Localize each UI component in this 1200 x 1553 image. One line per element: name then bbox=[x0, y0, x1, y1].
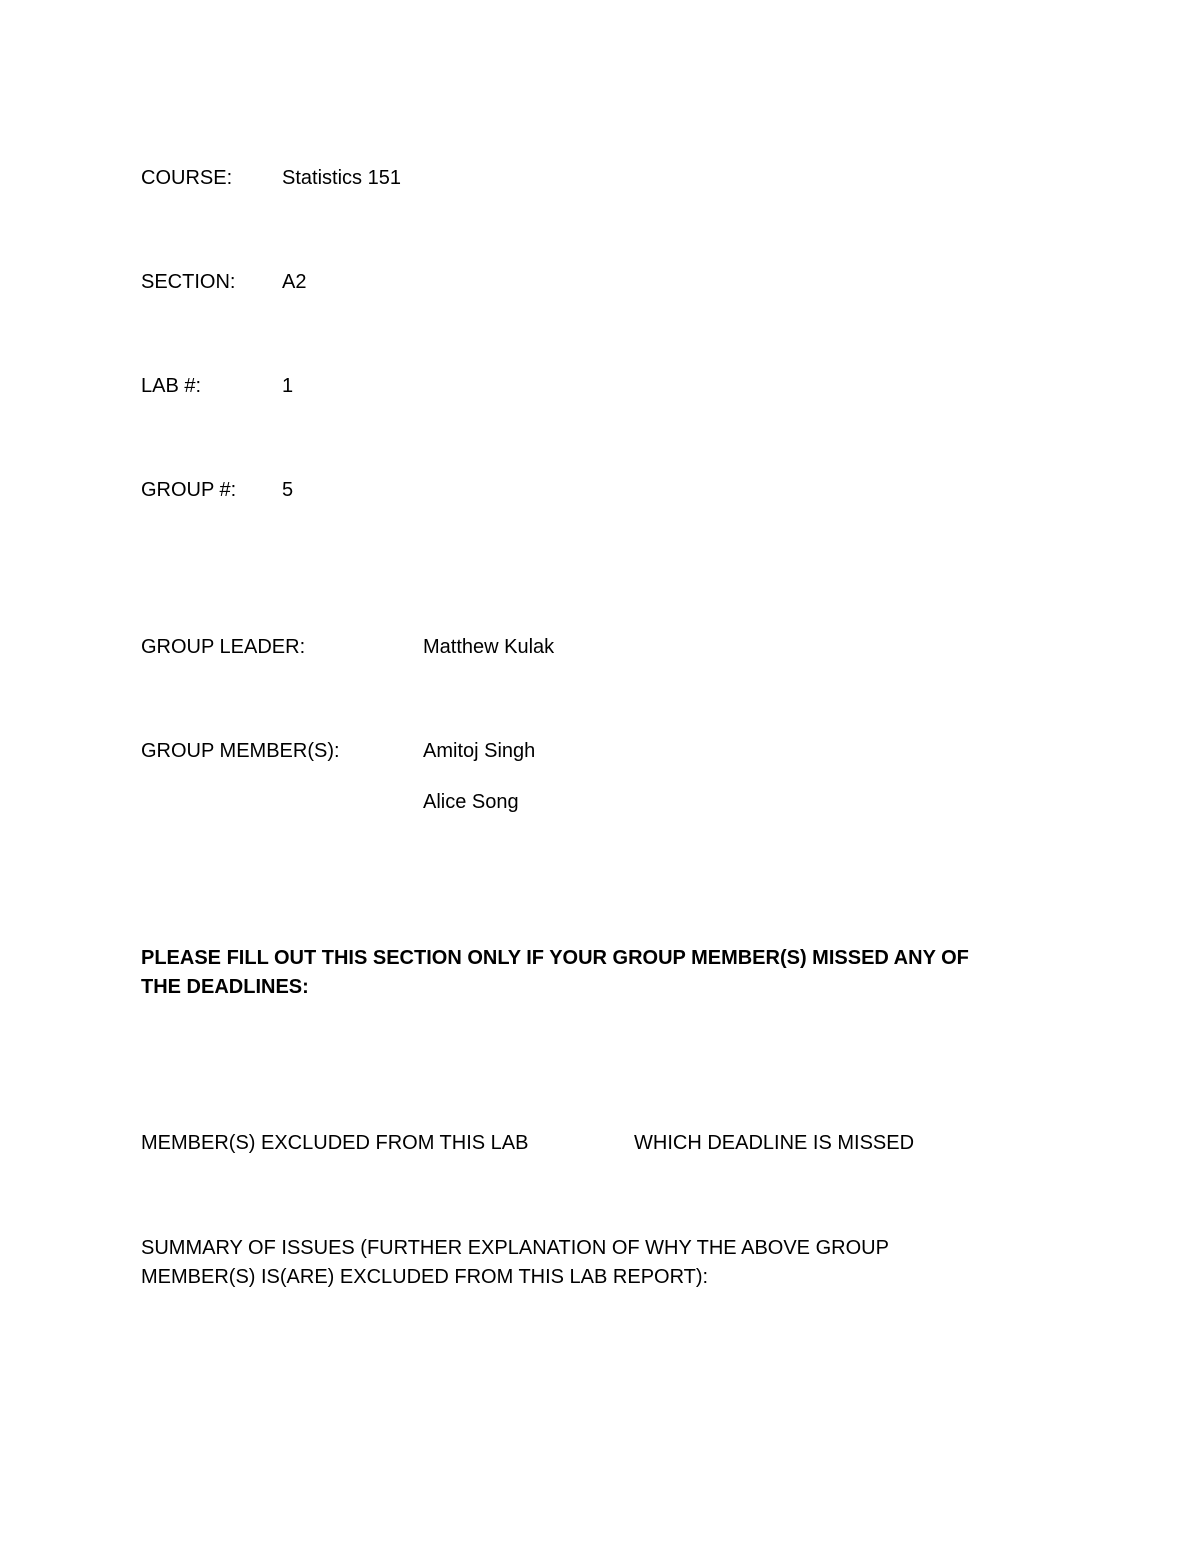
group-member-1: Amitoj Singh bbox=[423, 740, 536, 762]
course-value: Statistics 151 bbox=[282, 167, 401, 189]
group-leader-label: GROUP LEADER: bbox=[141, 636, 306, 658]
group-number-value: 5 bbox=[282, 479, 294, 501]
summary-line-1: SUMMARY OF ISSUES (FURTHER EXPLANATION OF WHY THE ABOVE GROUP bbox=[141, 1237, 889, 1259]
notice-line-1: PLEASE FILL OUT THIS SECTION ONLY IF YOUR GROUP MEMBER(S) MISSED ANY OF bbox=[141, 947, 969, 969]
section-value: A2 bbox=[282, 271, 307, 293]
course-label: COURSE: bbox=[141, 167, 233, 189]
lab-number-label: LAB #: bbox=[141, 375, 202, 397]
lab-number-value: 1 bbox=[282, 375, 294, 397]
notice-line-2: THE DEADLINES: bbox=[141, 976, 309, 998]
summary-line-2: MEMBER(S) IS(ARE) EXCLUDED FROM THIS LAB REPORT): bbox=[141, 1266, 709, 1288]
excluded-members-header: MEMBER(S) EXCLUDED FROM THIS LAB bbox=[141, 1132, 529, 1154]
group-number-label: GROUP #: bbox=[141, 479, 237, 501]
group-member-2: Alice Song bbox=[423, 791, 519, 813]
section-label: SECTION: bbox=[141, 271, 236, 293]
missed-deadline-header: WHICH DEADLINE IS MISSED bbox=[634, 1132, 915, 1154]
group-leader-name: Matthew Kulak bbox=[423, 636, 555, 658]
group-members-label: GROUP MEMBER(S): bbox=[141, 740, 340, 762]
